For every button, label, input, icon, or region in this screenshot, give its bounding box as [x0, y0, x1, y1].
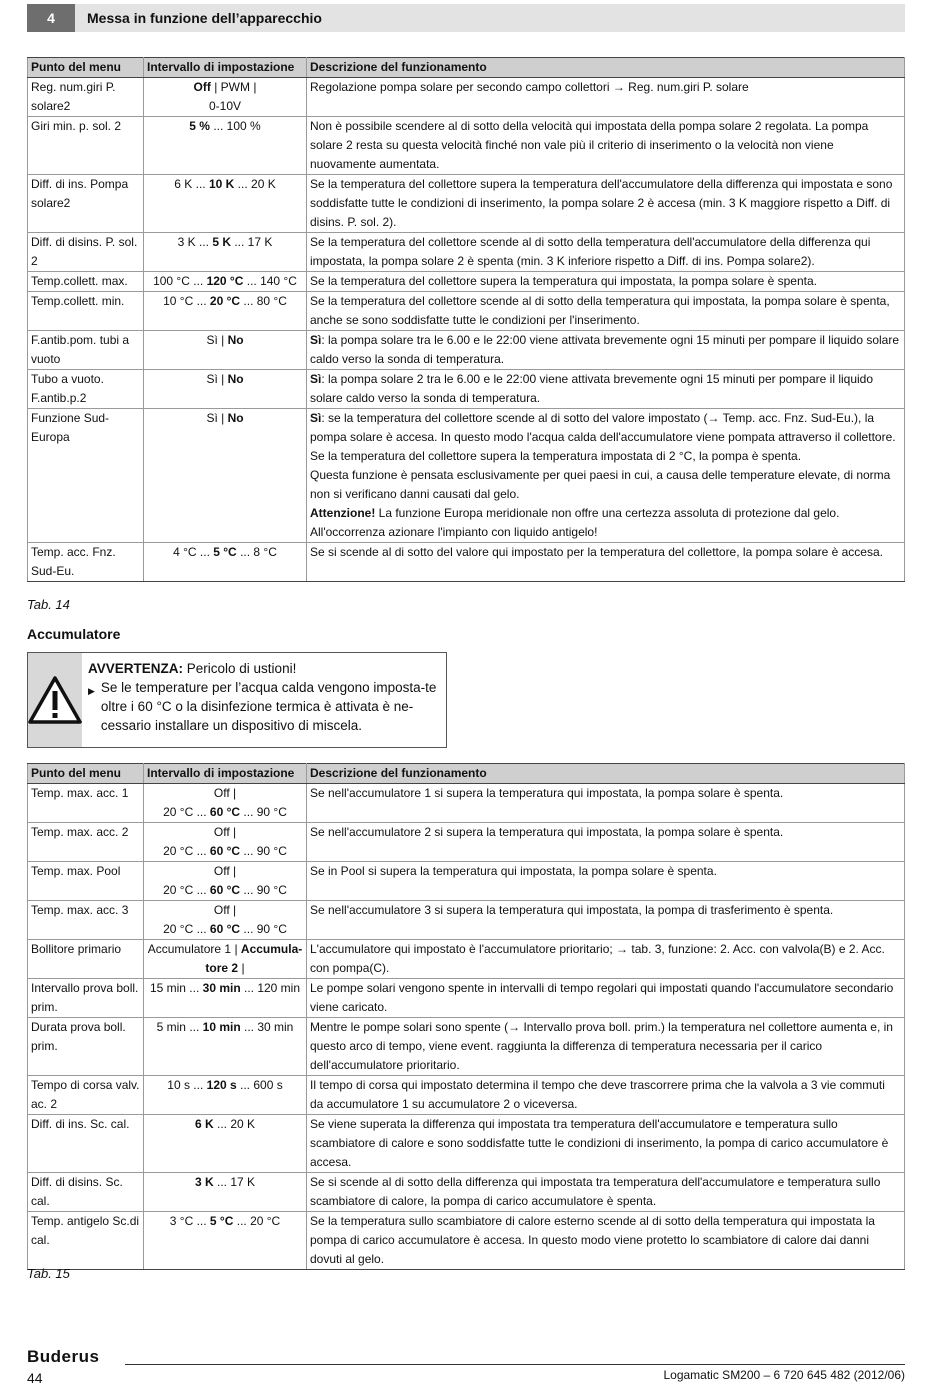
setting-range-cell: Off | 20 °C ... 60 °C ... 90 °C	[144, 901, 307, 940]
table-row	[28, 1018, 905, 1076]
col-header-range: Intervallo di impostazione	[144, 58, 307, 78]
col-header-desc: Descrizione del funzionamento	[307, 764, 905, 784]
table-row	[28, 862, 905, 901]
menu-item-cell: Temp. max. acc. 1	[28, 784, 144, 823]
description-cell: Se la temperatura del collettore scende al di sotto della temperatura dell'accumulatore della differenza qui impostata, la pompa solare 2 è spenta (min. 3 K inferiore rispetto a Diff. di ins. Pompa solare2).	[307, 233, 905, 272]
table-row	[28, 823, 905, 862]
warning-bullet-text: Se le temperature per l’acqua calda vengono imposta-te oltre i 60 °C o la disinfezione termica è attivata è ne-cessario installare un dispositivo di miscela.	[100, 680, 437, 733]
table-row	[28, 979, 905, 1018]
menu-item-cell: Temp. antigelo Sc.di cal.	[28, 1212, 144, 1270]
menu-item-cell: Intervallo prova boll. prim.	[28, 979, 144, 1018]
table-row	[28, 1212, 905, 1270]
setting-range-cell: 100 °C ... 120 °C ... 140 °C	[144, 272, 307, 292]
warning-icon-cell	[28, 653, 82, 747]
description-cell: Se la temperatura sullo scambiatore di calore esterno scende al di sotto della temperatura qui impostata la pompa di carico accumulatore è accesa. In questo modo viene protetto lo scambiatore di calore dai danni dovuti al gelo.	[307, 1212, 905, 1270]
table-row	[28, 233, 905, 272]
menu-item-cell: Diff. di disins. Sc. cal.	[28, 1173, 144, 1212]
table-row	[28, 331, 905, 370]
menu-item-cell: Temp. max. acc. 2	[28, 823, 144, 862]
col-header-range: Intervallo di impostazione	[144, 764, 307, 784]
description-cell: Sì: la pompa solare tra le 6.00 e le 22:00 viene attivata brevemente ogni 15 minuti per pompare il liquido solare caldo verso la sonda di temperatura.	[307, 331, 905, 370]
section-title: Accumulatore	[27, 626, 121, 642]
description-cell: Se viene superata la differenza qui impostata tra temperatura dell'accumulatore e temperatura sullo scambiatore di calore e sono soddisfatte tutte le condizioni di inserimento, la pompa di carico accumulatore è accesa.	[307, 1115, 905, 1173]
description-cell: Se si scende al di sotto della differenza qui impostata tra temperatura dell'accumulatore e temperatura sullo scambiatore di calore, la pompa di carico accumulatore è spenta.	[307, 1173, 905, 1212]
table-row	[28, 272, 905, 292]
warning-title: AVVERTENZA:	[88, 661, 184, 676]
chapter-title: Messa in funzione dell’apparecchio	[87, 10, 322, 26]
description-cell: Non è possibile scendere al di sotto della velocità qui impostata della pompa solare 2 regolata. La pompa solare 2 resta su questa velocità finché non vale più il criterio di inserimento o la velocità non viene nuovamente aumentata.	[307, 117, 905, 175]
setting-range-cell: 6 K ... 20 K	[144, 1115, 307, 1173]
bullet-triangle-icon: ▶	[88, 686, 95, 696]
table-row	[28, 78, 905, 117]
menu-item-cell: Tempo di corsa valv. ac. 2	[28, 1076, 144, 1115]
table-row	[28, 1115, 905, 1173]
menu-item-cell: Giri min. p. sol. 2	[28, 117, 144, 175]
description-cell: Regolazione pompa solare per secondo campo collettori → Reg. num.giri P. solare	[307, 78, 905, 117]
menu-item-cell: Diff. di disins. P. sol. 2	[28, 233, 144, 272]
description-cell: Se si scende al di sotto del valore qui impostato per la temperatura del collettore, la pompa solare è accesa.	[307, 543, 905, 582]
table-14-caption: Tab. 14	[27, 597, 70, 612]
menu-item-cell: Diff. di ins. Pompa solare2	[28, 175, 144, 233]
warning-triangle-icon	[28, 675, 82, 725]
menu-item-cell: Temp.collett. min.	[28, 292, 144, 331]
brand-logo: Buderus	[27, 1347, 100, 1366]
setting-range-cell: Accumulatore 1 | Accumula-tore 2 |	[144, 940, 307, 979]
table-14	[27, 57, 905, 582]
menu-item-cell: Temp. max. Pool	[28, 862, 144, 901]
setting-range-cell: Off | 20 °C ... 60 °C ... 90 °C	[144, 862, 307, 901]
setting-range-cell: Off | 20 °C ... 60 °C ... 90 °C	[144, 784, 307, 823]
table-row	[28, 117, 905, 175]
menu-item-cell: Diff. di ins. Sc. cal.	[28, 1115, 144, 1173]
table-row	[28, 901, 905, 940]
menu-item-cell: F.antib.pom. tubi a vuoto	[28, 331, 144, 370]
setting-range-cell: Sì | No	[144, 331, 307, 370]
setting-range-cell: 5 min ... 10 min ... 30 min	[144, 1018, 307, 1076]
table-row	[28, 1173, 905, 1212]
menu-item-cell: Temp. acc. Fnz. Sud-Eu.	[28, 543, 144, 582]
page-number: 44	[27, 1370, 43, 1386]
setting-range-cell: 4 °C ... 5 °C ... 8 °C	[144, 543, 307, 582]
menu-item-cell: Tubo a vuoto. F.antib.p.2	[28, 370, 144, 409]
description-cell: Se la temperatura del collettore supera la temperatura qui impostata, la pompa solare è spenta.	[307, 272, 905, 292]
description-cell: L'accumulatore qui impostato è l'accumulatore prioritario; → tab. 3, funzione: 2. Acc. con valvola(B) e 2. Acc. con pompa(C).	[307, 940, 905, 979]
table-row	[28, 292, 905, 331]
setting-range-cell: 6 K ... 10 K ... 20 K	[144, 175, 307, 233]
warning-box	[27, 652, 447, 748]
setting-range-cell: 3 °C ... 5 °C ... 20 °C	[144, 1212, 307, 1270]
description-cell: Se in Pool si supera la temperatura qui impostata, la pompa solare è spenta.	[307, 862, 905, 901]
chapter-number: 4	[27, 4, 75, 32]
setting-range-cell: 3 K ... 17 K	[144, 1173, 307, 1212]
setting-range-cell: 5 % ... 100 %	[144, 117, 307, 175]
table-row	[28, 175, 905, 233]
table-row	[28, 409, 905, 543]
setting-range-cell: 15 min ... 30 min ... 120 min	[144, 979, 307, 1018]
setting-range-cell: 10 °C ... 20 °C ... 80 °C	[144, 292, 307, 331]
footer-divider	[125, 1364, 905, 1365]
menu-item-cell: Temp. max. acc. 3	[28, 901, 144, 940]
col-header-menu: Punto del menu	[28, 764, 144, 784]
warning-bullet	[88, 678, 438, 735]
setting-range-cell: Sì | No	[144, 370, 307, 409]
table-15	[27, 763, 905, 1270]
setting-range-cell: Off | 20 °C ... 60 °C ... 90 °C	[144, 823, 307, 862]
menu-item-cell: Durata prova boll. prim.	[28, 1018, 144, 1076]
table-row	[28, 1076, 905, 1115]
col-header-desc: Descrizione del funzionamento	[307, 58, 905, 78]
description-cell: Il tempo di corsa qui impostato determina il tempo che deve trascorrere prima che la valvola a 3 vie commuti da accumulatore 1 su accumulatore 2 o viceversa.	[307, 1076, 905, 1115]
description-cell: Sì: se la temperatura del collettore scende al di sotto del valore impostato (→ Temp. acc. Fnz. Sud-Eu.), la pompa solare è accesa. In questo modo l'acqua calda dell'accumulatore viene pompata attraverso il collettore. Se la temperatura del collettore supera la temperatura impostata di 2 °C, la pompa è spenta. Questa funzione è pensata esclusivamente per quei paesi in cui, a causa delle temperature elevate, di norma non si verificano danni causati dal gelo. Attenzione! La funzione Europa meridionale non offre una certezza assoluta di protezione dal gelo. All'occorrenza azionare l'impianto con liquido antigelo!	[307, 409, 905, 543]
setting-range-cell: Off | PWM | 0-10V	[144, 78, 307, 117]
chapter-header	[27, 4, 905, 32]
menu-item-cell: Bollitore primario	[28, 940, 144, 979]
description-cell: Sì: la pompa solare 2 tra le 6.00 e le 22:00 viene attivata brevemente ogni 15 minuti per pompare il liquido solare caldo verso la sonda di temperatura.	[307, 370, 905, 409]
description-cell: Se nell'accumulatore 1 si supera la temperatura qui impostata, la pompa solare è spenta.	[307, 784, 905, 823]
warning-title-rest: Pericolo di ustioni!	[183, 661, 297, 676]
warning-text	[82, 653, 446, 747]
warning-title-line	[88, 659, 438, 678]
setting-range-cell: 10 s ... 120 s ... 600 s	[144, 1076, 307, 1115]
setting-range-cell: 3 K ... 5 K ... 17 K	[144, 233, 307, 272]
table-15-caption: Tab. 15	[27, 1266, 70, 1281]
description-cell: Se nell'accumulatore 2 si supera la temperatura qui impostata, la pompa solare è spenta.	[307, 823, 905, 862]
table-row	[28, 543, 905, 582]
description-cell: Se la temperatura del collettore supera la temperatura dell'accumulatore della differenza qui impostata e sono soddisfatte tutte le condizioni di inserimento, la pompa solare 2 è accesa (min. 3 K maggiore rispetto a Diff. di disins. P. sol. 2).	[307, 175, 905, 233]
table-row	[28, 940, 905, 979]
description-cell: Se la temperatura del collettore scende al di sotto della temperatura qui impostata, la pompa solare è spenta, anche se sono soddisfatte tutte le condizioni per l'inserimento.	[307, 292, 905, 331]
menu-item-cell: Reg. num.giri P. solare2	[28, 78, 144, 117]
table-row	[28, 784, 905, 823]
description-cell: Le pompe solari vengono spente in intervalli di tempo regolari qui impostati quando l'accumulatore secondario viene caricato.	[307, 979, 905, 1018]
menu-item-cell: Funzione Sud-Europa	[28, 409, 144, 543]
table-row	[28, 370, 905, 409]
description-cell: Se nell'accumulatore 3 si supera la temperatura qui impostata, la pompa di trasferimento è spenta.	[307, 901, 905, 940]
document-reference: Logamatic SM200 – 6 720 645 482 (2012/06)	[663, 1368, 905, 1382]
description-cell: Mentre le pompe solari sono spente (→ Intervallo prova boll. prim.) la temperatura nel collettore aumenta e, in questo arco di tempo, viene event. raggiunta la differenza di temperatura necessaria per il carico dell'accumulatore prioritario.	[307, 1018, 905, 1076]
setting-range-cell: Sì | No	[144, 409, 307, 543]
col-header-menu: Punto del menu	[28, 58, 144, 78]
menu-item-cell: Temp.collett. max.	[28, 272, 144, 292]
